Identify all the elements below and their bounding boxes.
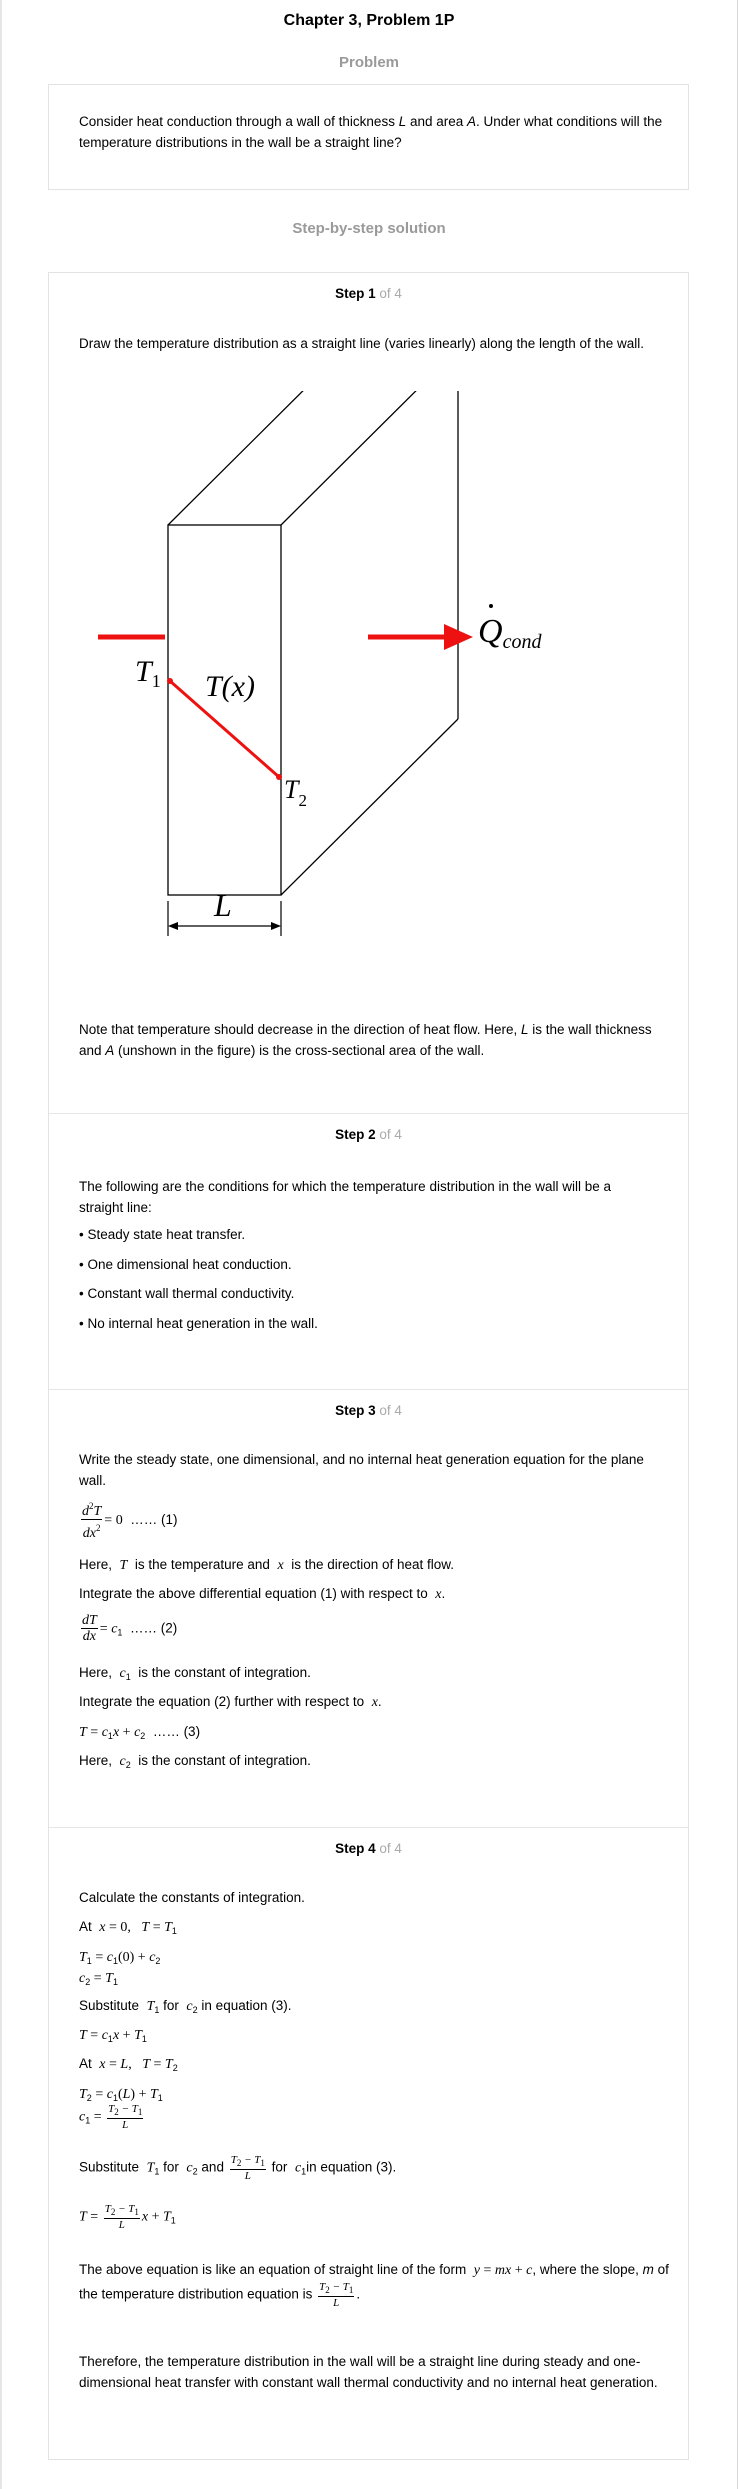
step-3-integrate-2: Integrate the equation (2) further with respect to x. [79,1694,382,1710]
condition-item: • No internal heat generation in the wall. [79,1316,318,1331]
t1-label: $T_1$ [135,655,161,691]
wall-top-right-edge [281,391,458,525]
q-dot [489,604,493,608]
eq-c2-result: $c_2 = T_1$ [79,1971,118,1987]
left-edge [0,0,2,2489]
step-separator [49,1827,688,1828]
q-cond-label: Qcond [478,613,542,653]
problem-text: Consider heat conduction through a wall of thickness L and area A. Under what conditions will the temperature distributions in the wall be a straight line? [79,114,663,150]
tx-label: T(x) [205,670,255,703]
wall-diagram [79,391,599,1011]
wall-bottom-right-edge [281,719,458,895]
step-2-intro: The following are the conditions for which the temperature distribution in the wall will be a straight line: [79,1179,612,1215]
step-1-intro: Draw the temperature distribution as a straight line (varies linearly) along the length of the wall. [79,336,645,351]
problem-box [48,84,689,190]
substitute-both-line: Substitute $T_1$ for $c_2$ and $\frac{T_2 - T_1}{L}$ for $c_1in$ equation (3). [79,2154,397,2182]
wall-top-left-edge [168,391,345,525]
length-label: L [214,887,232,923]
step-3-here-3: Here, $c_2$ is the constant of integration. [79,1753,311,1770]
step-3-here-2: Here, $c_1$ is the constant of integration. [79,1665,311,1682]
equation-1: $\frac{d^2T}{dx^2}$ = 0 …… (1) [82,1501,178,1541]
eq-t2-substitution: $T_2 = c_1(L) + T_1$ [79,2087,163,2103]
step-3-intro: Write the steady state, one dimensional, and no internal heat generation equation for the plane wall. [79,1452,644,1488]
step-3-here-1: Here, T is the temperature and x is the direction of heat flow. [79,1557,455,1573]
eq-t1-substitution: $T_1 = c_1(0) + c_2$ [79,1950,161,1966]
substitute-t1-line: Substitute $T_1$ for $c_2$ in equation (3). [79,1998,292,2015]
dim-arrow-right [271,922,281,930]
wall-outline [168,391,458,895]
problem-heading: Problem [338,54,399,71]
step-1-heading: Step 1 of 4 [335,286,402,301]
condition-item: • Steady state heat transfer. [79,1227,246,1242]
condition-item: • One dimensional heat conduction. [79,1257,292,1272]
condition-at-zero: At x = 0, $T = T_1$ [79,1919,177,1936]
t2-point [276,774,282,780]
page-title: Chapter 3, Problem 1P [283,12,455,29]
wall-front-face [168,525,281,895]
step-separator [49,1113,688,1114]
step-4-intro: Calculate the constants of integration. [79,1890,305,1905]
conclusion: Therefore, the temperature distribution in the wall will be a straight line during steady and one-dimensional heat transfer with constant wall thermal conductivity and no internal heat generation. [79,2354,658,2390]
final-equation: T = $\frac{T_2 - T_1}{L}$ $x + T_1$ [79,2203,176,2231]
step-separator [49,1389,688,1390]
eq-t-partial: $T = c_1x + T_1$ [79,2028,147,2044]
step-1-note: Note that temperature should decrease in the direction of heat flow. Here, L is the wall thickness and A (unshown in the figure) is the cross-sectional area of the wall. [79,1022,652,1058]
equation-2: $\frac{dT}{dx}$ = $c_1$ …… (2) [82,1613,178,1644]
step-4-heading: Step 4 of 4 [335,1841,402,1856]
straight-line-comparison: The above equation is like an equation of straight line of the form y = mx + c, where the slope, m of the temperature distribution equation is $\frac{T_2 - T_1}{L}$ . [79,2262,669,2309]
step-2-heading: Step 2 of 4 [335,1127,402,1142]
step-3-heading: Step 3 of 4 [335,1403,402,1418]
t2-label: $T_2$ [284,775,307,810]
t1-point [167,678,173,684]
solution-box [48,272,689,2460]
solution-heading: Step-by-step solution [292,220,446,237]
condition-item: • Constant wall thermal conductivity. [79,1286,295,1301]
equation-3: $T = c_1x + c_2$ …… (3) [79,1724,201,1741]
step-3-integrate-1: Integrate the above differential equation (1) with respect to x. [79,1586,446,1602]
dim-arrow-left [168,922,178,930]
condition-at-length: At x = L, $T = T_2$ [79,2056,178,2073]
eq-c1-result: $c_1$ = $\frac{T_2 - T_1}{L}$ [79,2103,143,2131]
